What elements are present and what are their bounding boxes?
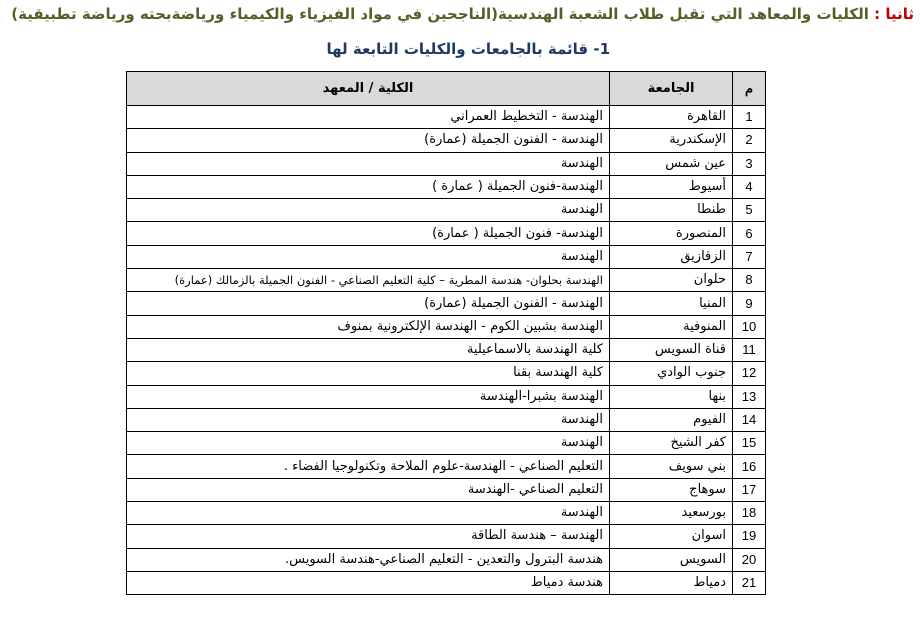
row-university: كفر الشيخ [610,432,733,455]
row-university: المنصورة [610,222,733,245]
table-row [127,315,766,338]
row-university: بورسعيد [610,502,733,525]
row-number: 3 [733,152,766,175]
row-university: جنوب الوادي [610,362,733,385]
row-faculty: هندسة البترول والتعدين - التعليم الصناعي-هندسة السويس. [127,548,610,571]
table-row [127,152,766,175]
row-faculty: الهندسة - التخطيط العمراني [127,106,610,129]
header-faculty: الكلية / المعهد [127,72,610,106]
row-faculty: الهندسة - الفنون الجميلة (عمارة) [127,292,610,315]
row-faculty: الهندسة [127,408,610,431]
row-number: 17 [733,478,766,501]
row-faculty: الهندسة – هندسة الطاقة [127,525,610,548]
row-university: طنطا [610,199,733,222]
row-number: 2 [733,129,766,152]
table-row [127,129,766,152]
row-faculty: التعليم الصناعي - الهندسة-علوم الملاحة وتكنولوجيا الفضاء . [127,455,610,478]
row-number: 14 [733,408,766,431]
row-number: 6 [733,222,766,245]
row-number: 13 [733,385,766,408]
table-row [127,338,766,361]
row-number: 1 [733,106,766,129]
row-number: 8 [733,269,766,292]
row-faculty: الهندسة [127,199,610,222]
row-faculty: كلية الهندسة بقنا [127,362,610,385]
table-row [127,455,766,478]
row-number: 5 [733,199,766,222]
table-row [127,292,766,315]
table-row [127,106,766,129]
table-row [127,478,766,501]
table-row [127,432,766,455]
row-university: قناة السويس [610,338,733,361]
section-heading-text: الكليات والمعاهد التي تقبل طلاب الشعبة الهندسية(الناجحين في مواد الفيزياء والكيمياء ورياضةبحته ورياضة تطبيقية) [11,5,869,23]
row-faculty: الهندسة-فنون الجميلة ( عمارة ) [127,175,610,198]
row-number: 18 [733,502,766,525]
row-faculty: الهندسة - الفنون الجميلة (عمارة) [127,129,610,152]
row-faculty: الهندسة [127,245,610,268]
row-number: 21 [733,571,766,594]
table-row [127,525,766,548]
row-university: الإسكندرية [610,129,733,152]
row-faculty: كلية الهندسة بالاسماعيلية [127,338,610,361]
row-university: بني سويف [610,455,733,478]
table-row [127,245,766,268]
row-faculty: الهندسة- فنون الجميلة ( عمارة) [127,222,610,245]
row-number: 11 [733,338,766,361]
table-body [127,106,766,595]
table-header-row [127,72,766,106]
table-row [127,362,766,385]
row-university: حلوان [610,269,733,292]
row-number: 4 [733,175,766,198]
row-faculty: الهندسة [127,432,610,455]
row-university: السويس [610,548,733,571]
row-university: دمياط [610,571,733,594]
row-university: المنيا [610,292,733,315]
row-university: المنوفية [610,315,733,338]
row-faculty: الهندسة [127,152,610,175]
header-num: م [733,72,766,106]
row-university: أسيوط [610,175,733,198]
table-row [127,175,766,198]
table-row [127,502,766,525]
row-number: 7 [733,245,766,268]
row-number: 20 [733,548,766,571]
row-number: 15 [733,432,766,455]
row-number: 10 [733,315,766,338]
section-heading-label: ثانيا : [874,5,914,23]
table-row [127,385,766,408]
table-row [127,408,766,431]
row-faculty: الهندسة بحلوان- هندسة المطرية – كلية التعليم الصناعي - الفنون الجميلة بالزمالك (عمارة) [127,269,610,292]
row-university: الفيوم [610,408,733,431]
header-university: الجامعة [610,72,733,106]
table-row [127,269,766,292]
row-university: بنها [610,385,733,408]
row-faculty: التعليم الصناعي -الهندسة [127,478,610,501]
table-row [127,222,766,245]
row-university: القاهرة [610,106,733,129]
list-subtitle: 1- قائمة بالجامعات والكليات التابعة لها [326,40,610,58]
row-number: 12 [733,362,766,385]
row-university: سوهاج [610,478,733,501]
row-faculty: الهندسة بشبين الكوم - الهندسة الإلكترونية بمنوف [127,315,610,338]
row-faculty: هندسة دمياط [127,571,610,594]
row-faculty: الهندسة [127,502,610,525]
universities-table [126,71,766,595]
section-heading [8,2,914,26]
row-university: اسوان [610,525,733,548]
row-university: عين شمس [610,152,733,175]
row-faculty: الهندسة بشبرا-الهندسة [127,385,610,408]
row-university: الزقازيق [610,245,733,268]
row-number: 16 [733,455,766,478]
row-number: 19 [733,525,766,548]
row-number: 9 [733,292,766,315]
table-row [127,548,766,571]
table-row [127,199,766,222]
table-row [127,571,766,594]
